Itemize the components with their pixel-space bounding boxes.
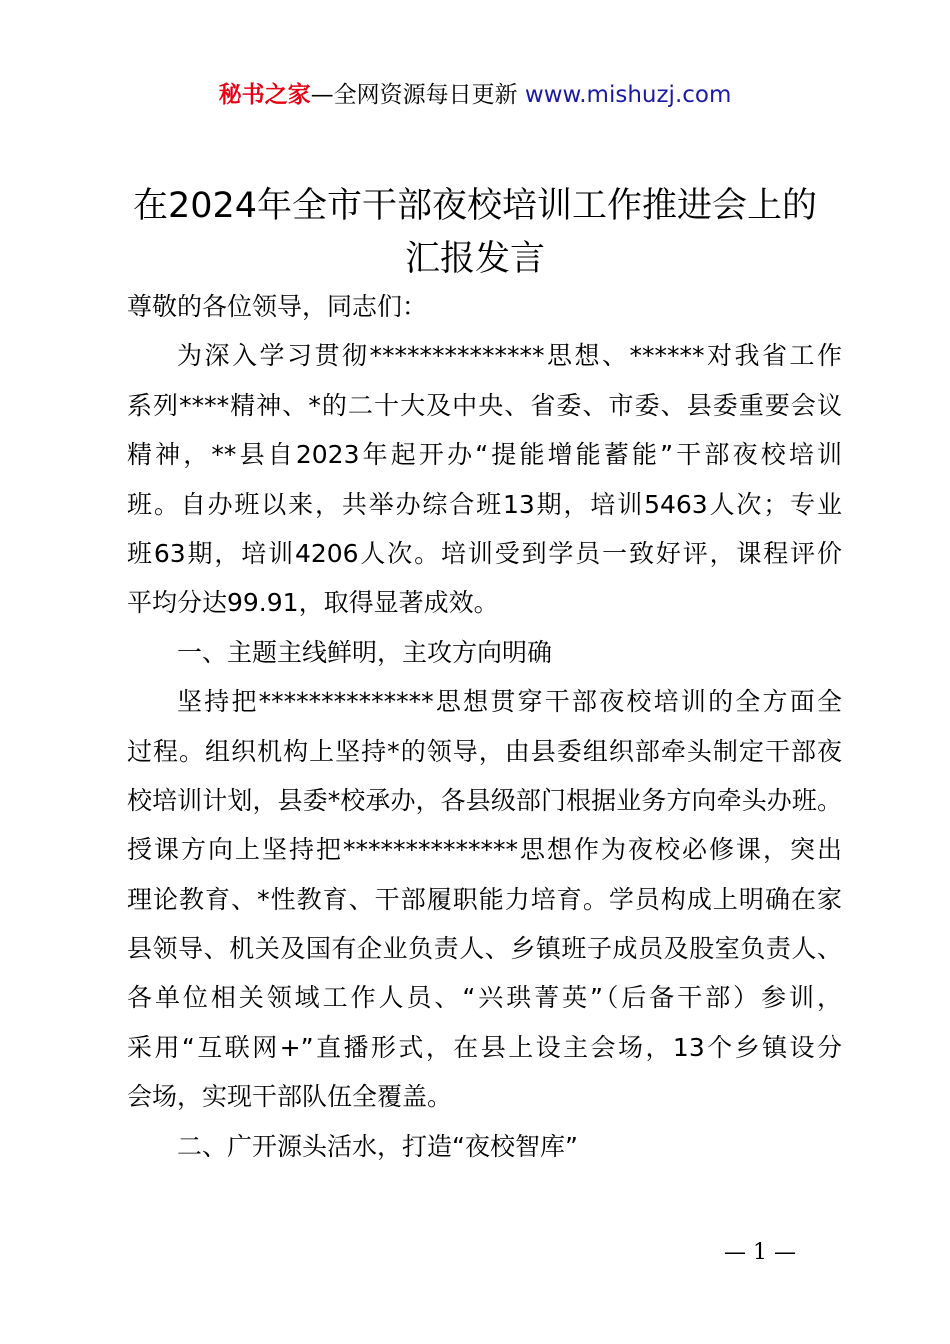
paragraph-line: 平均分达99.91，取得显著成效。 — [127, 588, 499, 618]
paragraph-line: 为深入学习贯彻**************思想、******对我省工作 — [177, 341, 842, 371]
header-tagline: —全网资源每日更新 — [310, 82, 518, 108]
paragraph-line: 授课方向上坚持把**************思想作为夜校必修课，突出 — [127, 835, 842, 865]
site-url-link[interactable]: www.mishuzj.com — [524, 82, 732, 108]
paragraph-line: 精神，**县自2023年起开办“提能增能蓄能”干部夜校培训 — [127, 440, 842, 470]
paragraph-line: 坚持把**************思想贯穿干部夜校培训的全方面全 — [177, 687, 842, 717]
section-heading: 二、广开源头活水，打造“夜校智库” — [177, 1131, 578, 1161]
brand-name: 秘书之家 — [218, 82, 311, 108]
paragraph-line: 理论教育、*性教育、干部履职能力培育。学员构成上明确在家 — [127, 884, 842, 914]
paragraph-line: 系列****精神、*的二十大及中央、省委、市委、县委重要会议 — [127, 390, 842, 420]
paragraph-line: 采用“互联网+”直播形式，在县上设主会场，13个乡镇设分 — [127, 1032, 842, 1062]
paragraph-line: 县领导、机关及国有企业负责人、乡镇班子成员及股室负责人、 — [127, 934, 842, 964]
document-body — [127, 282, 842, 1171]
paragraph-line: 会场，实现干部队伍全覆盖。 — [127, 1082, 453, 1112]
title-line-2: 汇报发言 — [404, 239, 545, 279]
paragraph-line: 校培训计划，县委*校承办，各县级部门根据业务方向牵头办班。 — [127, 785, 842, 815]
paragraph-line: 各单位相关领域工作人员、“兴珙菁英”（后备干部）参训， — [127, 983, 842, 1013]
title-line-1: 在2024年全市干部夜校培训工作推进会上的 — [132, 186, 818, 226]
salutation: 尊敬的各位领导，同志们： — [127, 292, 428, 321]
section-heading: 一、主题主线鲜明，主攻方向明确 — [177, 637, 553, 667]
document-title — [100, 180, 850, 286]
paragraph-line: 过程。组织机构上坚持*的领导，由县委组织部牵头制定干部夜 — [127, 736, 842, 766]
page-number: — 1 — — [724, 1240, 796, 1265]
paragraph-line: 班。自办班以来，共举办综合班13期，培训5463人次；专业 — [127, 489, 842, 519]
paragraph-line: 班63期，培训4206人次。培训受到学员一致好评，课程评价 — [127, 538, 842, 568]
site-header — [0, 78, 950, 112]
